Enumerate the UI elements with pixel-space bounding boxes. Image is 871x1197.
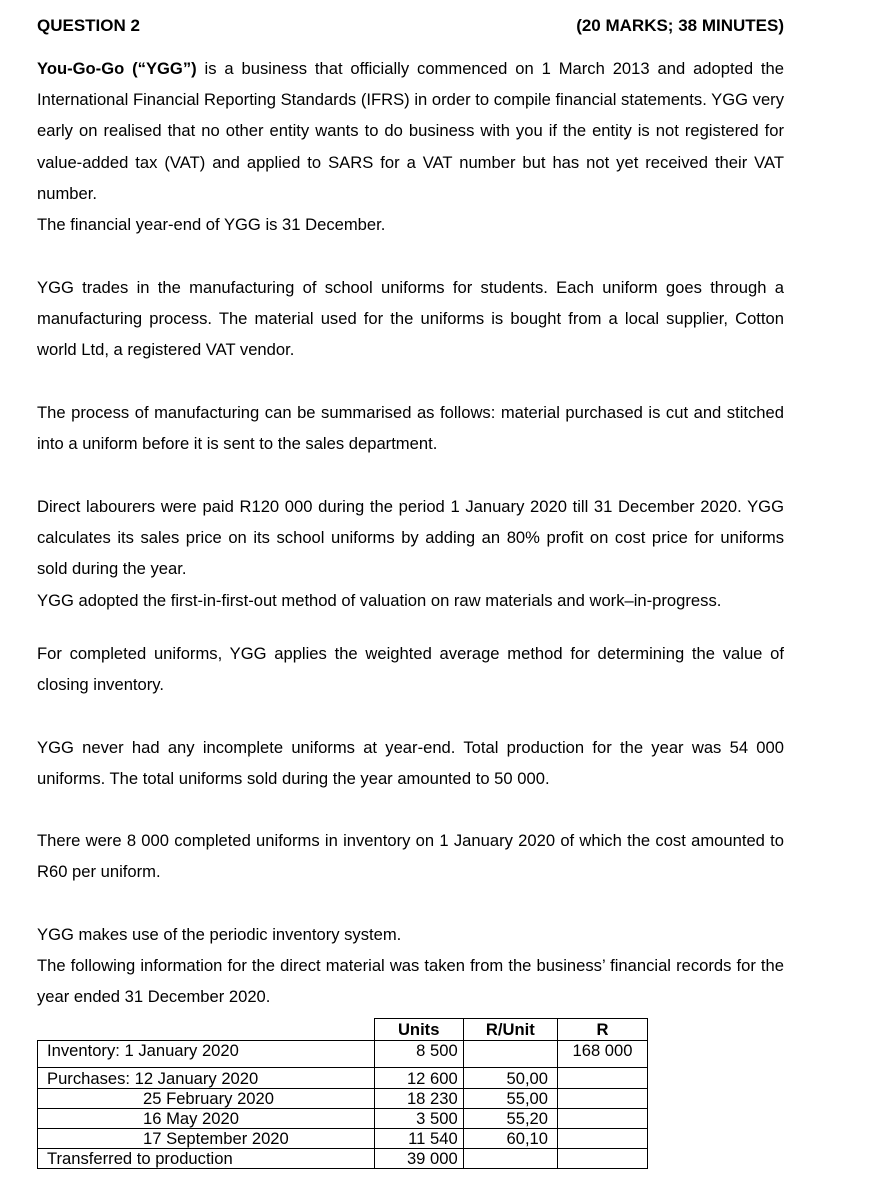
production-paragraph: YGG never had any incomplete uniforms at year-end. Total production for the year was 54 000 uniforms. The total uniforms sold during the year amounted to 50 000.: [37, 738, 784, 789]
table-header-row: [38, 1019, 648, 1041]
weighted-paragraph: For completed uniforms, YGG applies the weighted average method for determining the value of closing inventory.: [37, 644, 784, 695]
row-rate: [463, 1149, 557, 1169]
row-units: 18 230: [374, 1089, 463, 1109]
fifo-paragraph: YGG adopted the first-in-first-out method of valuation on raw materials and work–in-progress.: [37, 591, 722, 610]
row-rate: [463, 1041, 557, 1068]
row-units: 8 500: [374, 1041, 463, 1068]
table-row: [38, 1089, 648, 1109]
company-name: You-Go-Go (“YGG”): [37, 59, 197, 78]
row-rate: 55,20: [463, 1109, 557, 1129]
intro-text: is a business that officially commenced on 1 March 2013 and adopted the International Financial Reporting Standards (IFRS) in order to compile financial statements. YGG very early on realised that no other entity wants to do business with you if the entity is not registered for value-added tax (VAT) and applied to SARS for a VAT number but has not yet received their VAT number.: [37, 59, 784, 203]
table-row: [38, 1041, 648, 1068]
row-label: Transferred to production: [38, 1149, 375, 1169]
row-amount: [558, 1109, 648, 1129]
row-label: Inventory: 1 January 2020: [38, 1041, 375, 1068]
question-title: QUESTION 2: [37, 16, 140, 35]
year-end-paragraph: The financial year-end of YGG is 31 December.: [37, 215, 386, 234]
row-rate: 60,10: [463, 1129, 557, 1149]
table-row: [38, 1109, 648, 1129]
row-units: 3 500: [374, 1109, 463, 1129]
intro-paragraph: [37, 53, 784, 209]
row-amount: [558, 1129, 648, 1149]
row-rate: 55,00: [463, 1089, 557, 1109]
table-row: [38, 1149, 648, 1169]
header-cell-units: Units: [374, 1019, 463, 1041]
process-paragraph: The process of manufacturing can be summarised as follows: material purchased is cut and stitched into a uniform before it is sent to the sales department.: [37, 403, 784, 454]
header-cell-amount: R: [558, 1019, 648, 1041]
row-units: 12 600: [374, 1068, 463, 1089]
row-label: 17 September 2020: [38, 1129, 375, 1149]
periodic-paragraph: YGG makes use of the periodic inventory system.: [37, 925, 402, 944]
row-amount: [558, 1149, 648, 1169]
row-label: 25 February 2020: [38, 1089, 375, 1109]
row-label: 16 May 2020: [38, 1109, 375, 1129]
direct-material-table: [37, 1018, 648, 1169]
trades-paragraph: YGG trades in the manufacturing of school uniforms for students. Each uniform goes through a manufacturing process. The material used for the uniforms is bought from a local supplier, Cotton world Ltd, a registered VAT vendor.: [37, 278, 784, 360]
row-rate: 50,00: [463, 1068, 557, 1089]
question-header: [37, 16, 784, 36]
row-amount: [558, 1068, 648, 1089]
row-label: Purchases: 12 January 2020: [38, 1068, 375, 1089]
question-marks: (20 MARKS; 38 MINUTES): [576, 16, 784, 35]
table-row: [38, 1068, 648, 1089]
header-cell-rate: R/Unit: [463, 1019, 557, 1041]
row-units: 39 000: [374, 1149, 463, 1169]
labour-paragraph: Direct labourers were paid R120 000 during the period 1 January 2020 till 31 December 2020. YGG calculates its sales price on its school uniforms by adding an 80% profit on cost price for uniforms sold during the year.: [37, 497, 784, 579]
table-row: [38, 1129, 648, 1149]
following-paragraph: The following information for the direct material was taken from the business’ financial records for the year ended 31 December 2020.: [37, 956, 784, 1007]
header-cell-label: [38, 1019, 375, 1041]
row-units: 11 540: [374, 1129, 463, 1149]
opening-inventory-paragraph: There were 8 000 completed uniforms in inventory on 1 January 2020 of which the cost amounted to R60 per uniform.: [37, 831, 784, 882]
row-amount: 168 000: [558, 1041, 648, 1068]
row-amount: [558, 1089, 648, 1109]
